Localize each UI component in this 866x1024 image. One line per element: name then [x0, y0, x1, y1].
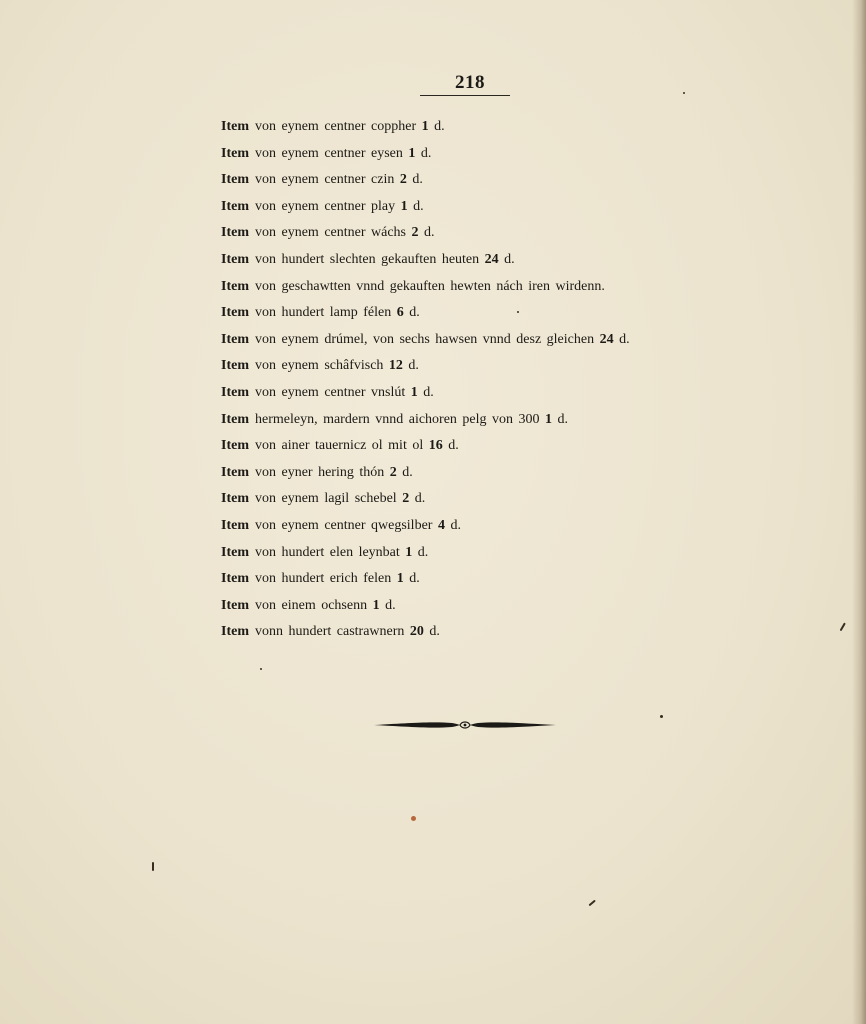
- tariff-entry: [221, 303, 630, 330]
- entry-lead-word: Item: [221, 624, 249, 640]
- entry-amount: 1: [545, 411, 553, 427]
- entry-unit: d.: [450, 517, 461, 533]
- entry-text: von eynem centner wáchs: [255, 225, 406, 241]
- entry-lead-word: Item: [221, 544, 249, 560]
- entry-lead-word: Item: [221, 251, 249, 267]
- entry-unit: d.: [412, 172, 423, 188]
- entry-unit: d.: [434, 119, 445, 134]
- tariff-entry: [221, 117, 630, 144]
- entry-amount: 20: [409, 624, 424, 640]
- entry-unit: d.: [619, 331, 630, 347]
- ornamental-divider: [372, 716, 558, 734]
- entry-text: von geschawtten vnnd gekauften hewten nách iren wirdenn.: [255, 278, 605, 294]
- entry-text: von hundert lamp félen: [255, 305, 392, 321]
- entry-lead-word: Item: [221, 597, 249, 613]
- entry-unit: d.: [408, 358, 419, 374]
- entry-text: von hundert slechten gekauften heuten: [255, 251, 480, 267]
- entry-unit: d.: [385, 597, 396, 613]
- entry-text: von eynem drúmel, von sechs hawsen vnnd desz gleichen: [255, 331, 595, 347]
- entry-unit: d.: [424, 225, 435, 241]
- entry-amount: 1: [400, 198, 408, 214]
- paper-speck: [660, 715, 663, 718]
- entry-amount: 2: [389, 464, 397, 480]
- entry-lead-word: Item: [221, 198, 249, 214]
- entry-text: von eyner hering thón: [255, 464, 385, 480]
- entry-text: von eynem centner czin: [255, 172, 395, 188]
- entry-lead-word: Item: [221, 358, 249, 374]
- tariff-entry: [221, 383, 630, 410]
- entry-unit: d.: [423, 384, 434, 400]
- entry-lead-word: Item: [221, 411, 249, 427]
- entry-lead-word: Item: [221, 571, 249, 587]
- entry-lead-word: Item: [221, 517, 249, 533]
- entry-unit: d.: [413, 198, 424, 214]
- entry-text: von eynem lagil schebel: [255, 491, 397, 507]
- paper-speck: [152, 862, 154, 871]
- tariff-list: [221, 117, 630, 649]
- tariff-entry: [221, 170, 630, 197]
- entry-amount: 6: [396, 305, 404, 321]
- entry-unit: d.: [557, 411, 569, 427]
- tariff-entry: [221, 516, 630, 543]
- entry-lead-word: Item: [221, 384, 249, 400]
- tariff-entry: [221, 250, 630, 277]
- entry-amount: 2: [402, 491, 410, 507]
- entry-amount: 2: [411, 225, 419, 241]
- entry-unit: d.: [409, 305, 420, 321]
- entry-text: von eynem centner coppher: [255, 119, 417, 134]
- book-spine-shadow: [852, 0, 866, 1024]
- entry-amount: 2: [399, 172, 407, 188]
- page-number: 218: [455, 72, 485, 93]
- entry-amount: 1: [396, 571, 404, 587]
- entry-lead-word: Item: [221, 225, 249, 241]
- entry-unit: d.: [429, 624, 440, 640]
- entry-amount: 1: [421, 119, 429, 134]
- entry-text: von eynem centner vnslút: [255, 384, 406, 400]
- paper-speck: [683, 92, 685, 94]
- entry-text: von einem ochsenn: [255, 597, 368, 613]
- tariff-entry: [221, 410, 630, 437]
- entry-unit: d.: [402, 464, 413, 480]
- entry-amount: 1: [410, 384, 418, 400]
- entry-amount: 12: [388, 358, 403, 374]
- entry-lead-word: Item: [221, 305, 249, 321]
- entry-amount: 4: [437, 517, 445, 533]
- entry-amount: 1: [372, 597, 380, 613]
- paper-speck: [840, 622, 846, 631]
- tariff-entry: [221, 489, 630, 516]
- page-number-rule: [420, 95, 510, 96]
- entry-text: von hundert erich felen: [255, 571, 392, 587]
- entry-lead-word: Item: [221, 145, 249, 161]
- paper-speck: [411, 816, 416, 821]
- tariff-entry: [221, 277, 630, 304]
- paper-speck: [260, 668, 262, 670]
- entry-unit: d.: [409, 571, 420, 587]
- tariff-entry: [221, 144, 630, 171]
- entry-lead-word: Item: [221, 278, 249, 294]
- tariff-entry: [221, 596, 630, 623]
- tariff-entry: [221, 223, 630, 250]
- entry-text: von hundert elen leynbat: [255, 544, 400, 560]
- entry-text: vonn hundert castrawnern: [255, 624, 405, 640]
- entry-unit: d.: [414, 491, 426, 507]
- entry-text: von eynem centner eysen: [255, 145, 403, 161]
- tariff-entry: [221, 197, 630, 224]
- entry-lead-word: Item: [221, 464, 249, 480]
- tariff-entry: [221, 543, 630, 570]
- entry-unit: d.: [448, 438, 459, 454]
- paper-speck: [588, 900, 595, 906]
- entry-amount: 16: [428, 438, 443, 454]
- entry-lead-word: Item: [221, 172, 249, 188]
- entry-text: hermeleyn, mardern vnnd aichoren pelg von 300: [255, 411, 540, 427]
- tariff-entry: [221, 356, 630, 383]
- entry-text: von eynem schâfvisch: [255, 358, 384, 374]
- entry-unit: d.: [504, 251, 515, 267]
- entry-amount: 1: [408, 145, 416, 161]
- entry-text: von eynem centner play: [255, 198, 396, 214]
- entry-text: von ainer tauernicz ol mit ol: [255, 438, 424, 454]
- entry-lead-word: Item: [221, 491, 249, 507]
- entry-lead-word: Item: [221, 438, 249, 454]
- entry-amount: 24: [599, 331, 614, 347]
- entry-amount: 24: [484, 251, 499, 267]
- entry-amount: 1: [405, 544, 413, 560]
- entry-text: von eynem centner qwegsilber: [255, 517, 433, 533]
- paper-speck: [517, 311, 519, 313]
- entry-unit: d.: [420, 145, 432, 161]
- entry-unit: d.: [417, 544, 429, 560]
- entry-lead-word: Item: [221, 119, 249, 134]
- tariff-entry: [221, 463, 630, 490]
- tariff-entry: [221, 622, 630, 649]
- tariff-entry: [221, 569, 630, 596]
- tariff-entry: [221, 436, 630, 463]
- tariff-entry: [221, 330, 630, 357]
- entry-lead-word: Item: [221, 331, 249, 347]
